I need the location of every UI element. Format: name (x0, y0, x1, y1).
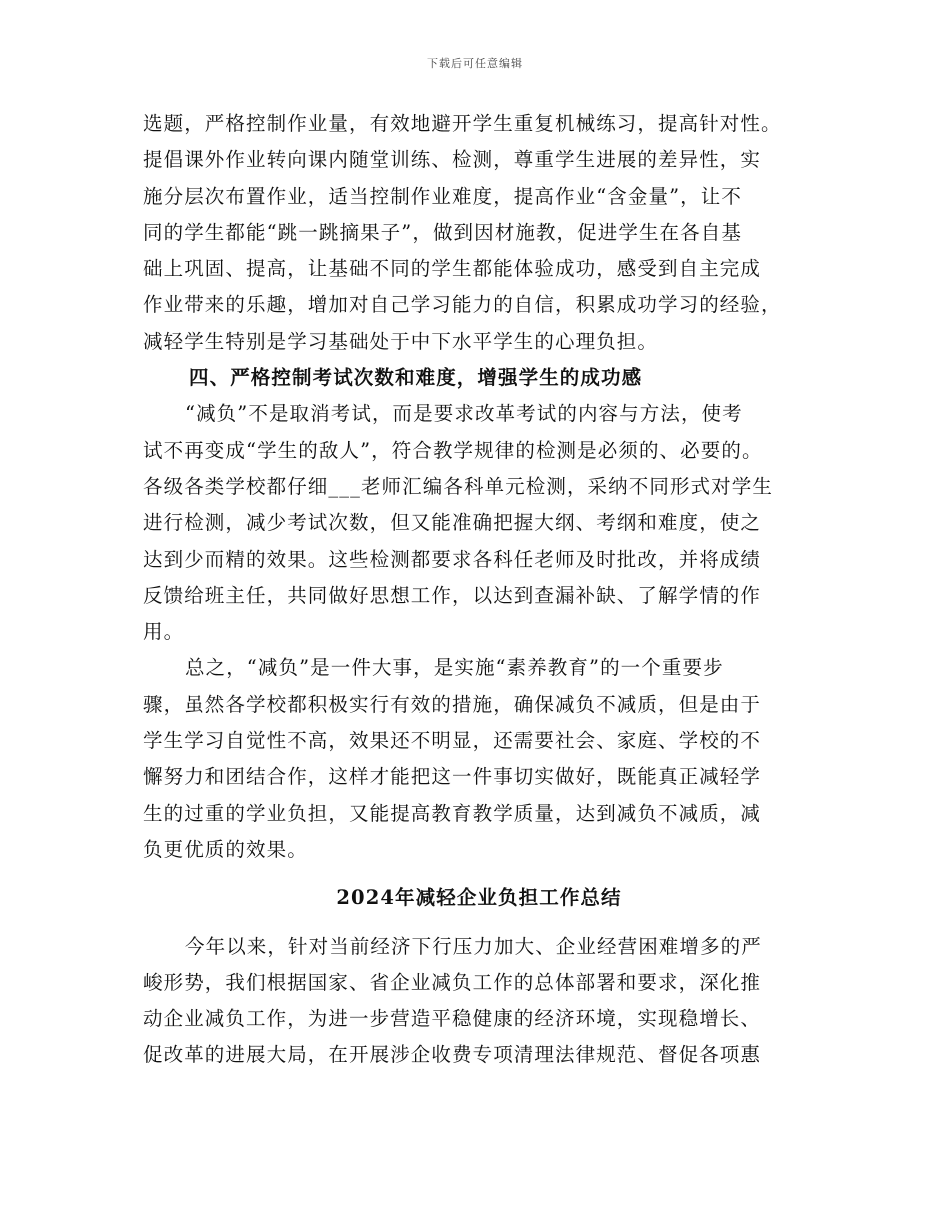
text-line: 生的过重的学业负担，又能提高教育教学质量，达到减负不减质，减 (143, 801, 762, 825)
paragraph-homework (143, 106, 815, 360)
text-line: 础上巩固、提高，让基础不同的学生都能体验成功，感受到自主完成 (143, 257, 762, 281)
page-header: 下载后可任意编辑 (427, 57, 523, 70)
text-line: 反馈给班主任，共同做好思想工作，以达到查漏补缺、了解学情的作 (143, 583, 762, 607)
document-title: 2024年减轻企业负担工作总结 (336, 886, 622, 910)
text-line: 提倡课外作业转向课内随堂训练、检测，尊重学生进展的差异性，实 (143, 148, 762, 172)
text-line: 用。 (143, 620, 185, 644)
text-line: 各级各类学校都仔细___老师汇编各科单元检测，采纳不同形式对学生 (143, 474, 773, 498)
spacer (143, 917, 815, 929)
paragraph-conclusion (143, 650, 815, 868)
text-line: 骤，虽然各学校都积极实行有效的措施，确保减负不减质，但是由于 (143, 692, 762, 716)
text-line: 动企业减负工作，为进一步营造平稳健康的经济环境，实现稳增长、 (143, 1007, 762, 1031)
text-line: 今年以来，针对当前经济下行压力加大、企业经营困难增多的严 (185, 934, 762, 958)
text-line: 懈努力和团结合作，这样才能把这一件事切实做好，既能真正减轻学 (143, 765, 762, 789)
text-line: 总之，“减负”是一件大事，是实施“素养教育”的一个重要步 (185, 656, 724, 680)
text-line: 促改革的进展大局，在开展涉企收费专项清理法律规范、督促各项惠 (143, 1043, 762, 1067)
text-line: 作业带来的乐趣，增加对自己学习能力的自信，积累成功学习的经验， (143, 293, 782, 317)
text-line: “减负”不是取消考试，而是要求改革考试的内容与方法，使考 (185, 402, 743, 426)
text-line: 减轻学生特别是学习基础处于中下水平学生的心理负担。 (143, 329, 659, 353)
text-line: 同的学生都能“跳一跳摘果子”，做到因材施教，促进学生在各自基 (143, 220, 742, 244)
text-line: 施分层次布置作业，适当控制作业难度，提高作业“含金量”，让不 (143, 184, 742, 208)
text-line: 试不再变成“学生的敌人”，符合教学规律的检测是必须的、必要的。 (143, 438, 763, 462)
section-heading: 四、严格控制考试次数和难度，增强学生的成功感 (189, 366, 643, 390)
text-line: 学生学习自觉性不高，效果还不明显，还需要社会、家庭、学校的不 (143, 729, 762, 753)
paragraph-summary (143, 929, 815, 1074)
text-line: 负更优质的效果。 (143, 837, 308, 861)
document-body (143, 106, 815, 1074)
text-line: 达到少而精的效果。这些检测都要求各科任老师及时批改，并将成绩 (143, 547, 762, 571)
spacer (143, 868, 815, 880)
text-line: 进行检测，减少考试次数，但又能准确把握大纲、考纲和难度，使之 (143, 511, 762, 535)
paragraph-exams (143, 396, 815, 650)
text-line: 选题，严格控制作业量，有效地避开学生重复机械练习，提高针对性。 (143, 112, 782, 135)
text-line: 峻形势，我们根据国家、省企业减负工作的总体部署和要求，深化推 (143, 970, 762, 994)
